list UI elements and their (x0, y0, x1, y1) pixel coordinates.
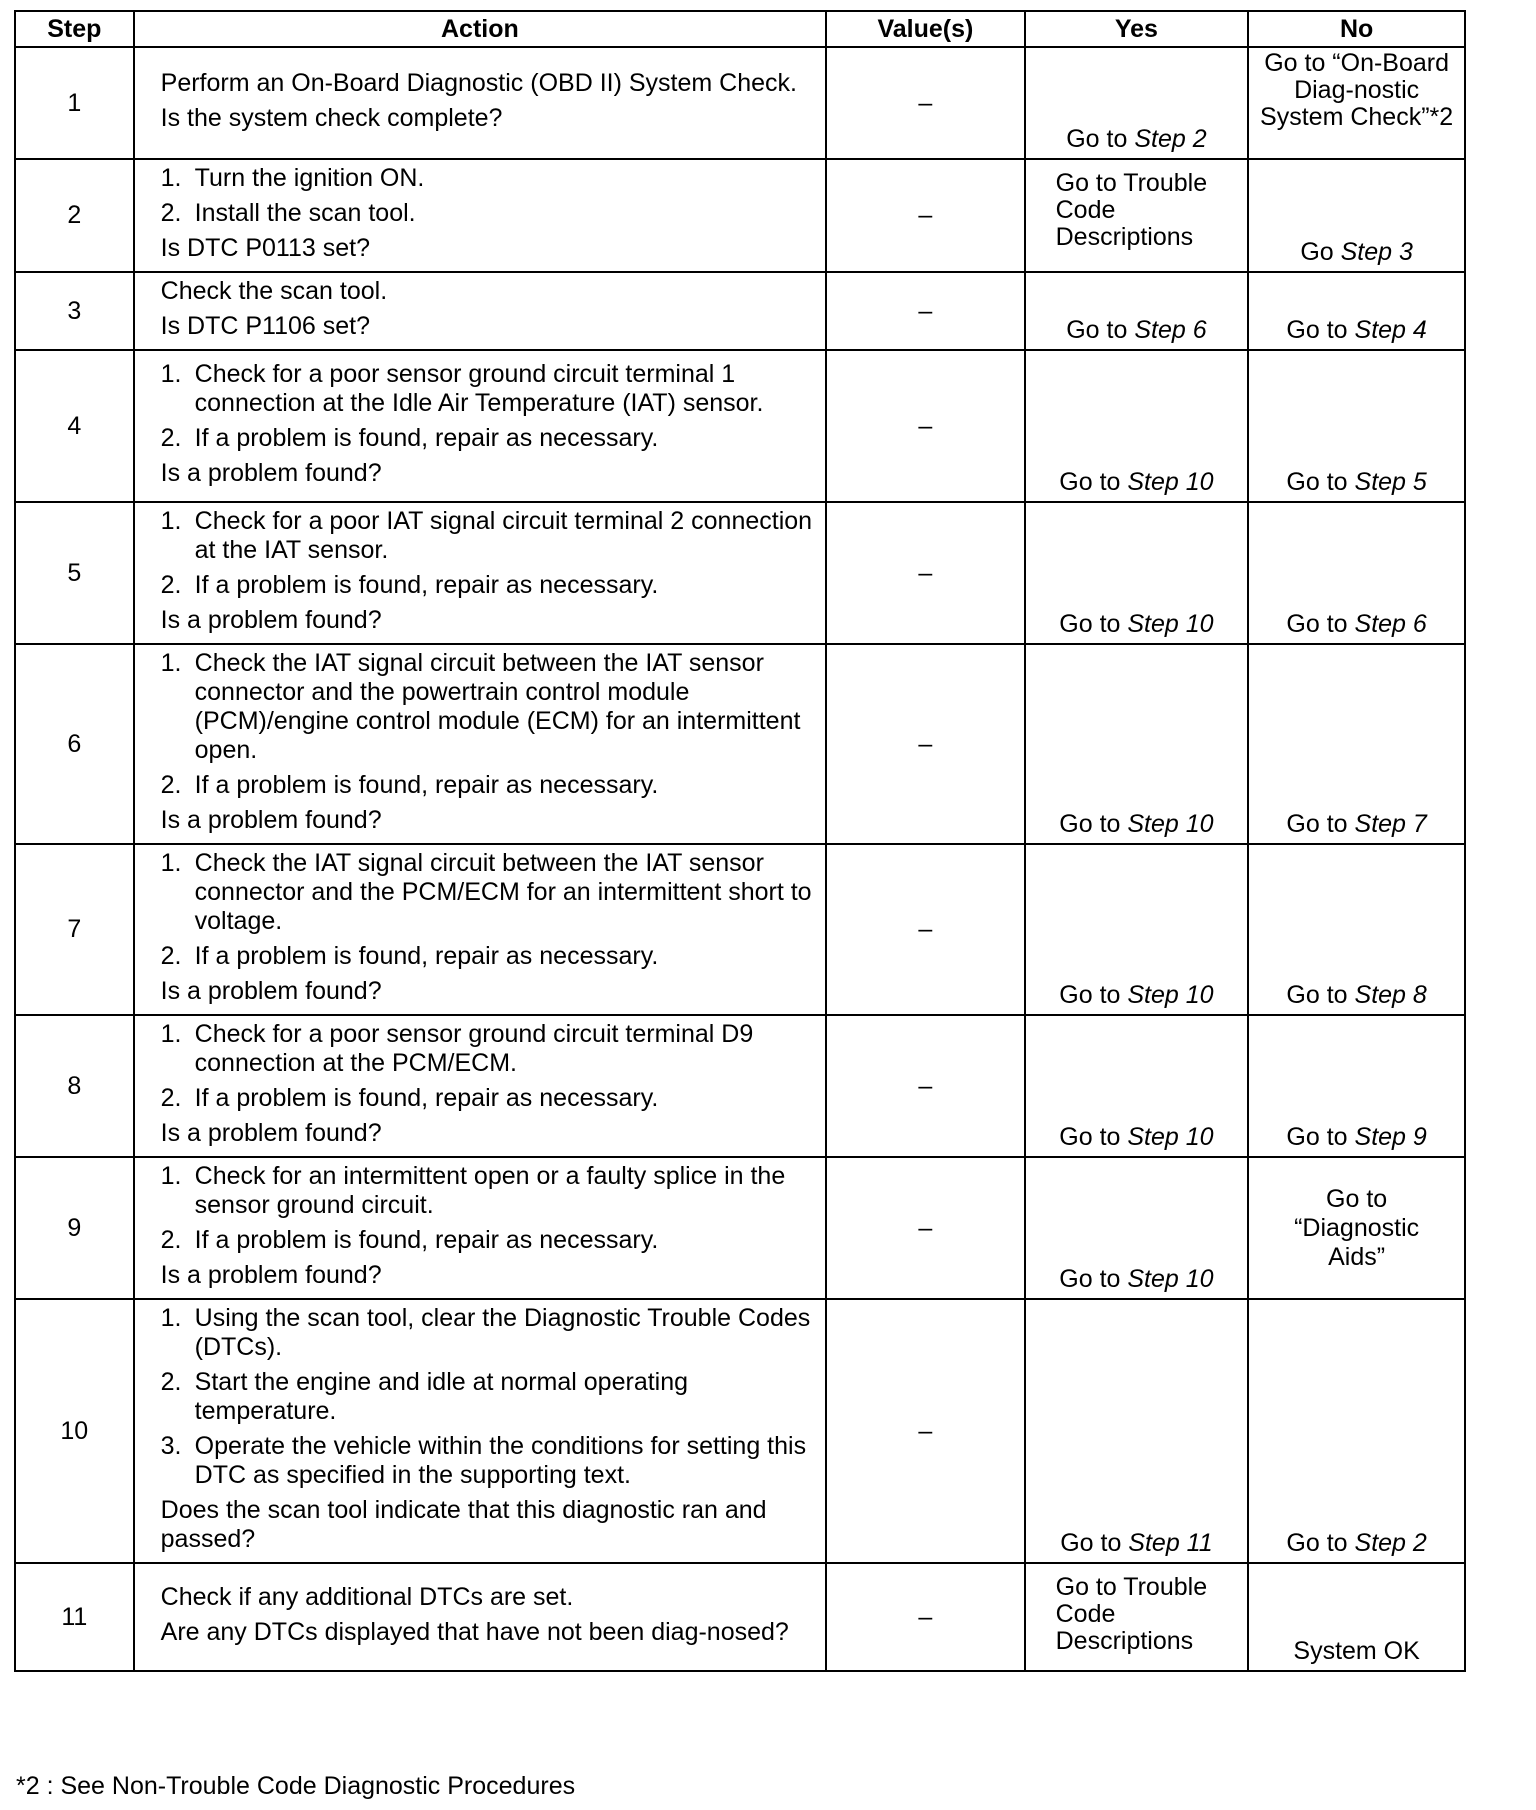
value-cell: – (826, 159, 1025, 272)
action-question: Check the scan tool. (160, 277, 388, 305)
no-cell (1248, 159, 1465, 272)
answer-text: Go to “Diagnostic Aids” (1294, 1184, 1420, 1271)
no-cell (1248, 350, 1465, 502)
yes-cell (1025, 1563, 1249, 1671)
no-cell (1248, 272, 1465, 350)
no-cell (1248, 844, 1465, 1015)
action-item-number: 2. (160, 424, 182, 452)
step-number: 3 (15, 272, 134, 350)
action-item-number: 1. (160, 1162, 182, 1190)
value-cell: – (826, 1299, 1025, 1563)
action-item (161, 571, 813, 600)
step-reference: Step 6 (1354, 610, 1427, 638)
answer-goto (1286, 981, 1426, 1009)
action-item-text: Check for an intermittent open or a faulty splice in the sensor ground circuit. (194, 1162, 786, 1219)
no-answer (1257, 50, 1456, 131)
action-item-text: If a problem is found, repair as necessary. (194, 771, 659, 799)
action-question: Is DTC P1106 set? (160, 312, 370, 340)
no-answer (1249, 981, 1464, 1010)
action-item (161, 942, 813, 971)
action-item (161, 1226, 813, 1255)
no-answer (1249, 1637, 1464, 1666)
goto-prefix: Go to (1286, 468, 1355, 496)
goto-prefix: Go to (1286, 1123, 1355, 1151)
no-cell (1248, 502, 1465, 644)
no-answer (1249, 810, 1464, 839)
yes-cell (1025, 502, 1249, 644)
action-item-number: 1. (160, 649, 182, 677)
action-question: Perform an On-Board Diagnostic (OBD II) System Check. (160, 69, 797, 97)
step-reference: Step 3 (1340, 238, 1413, 266)
answer-text: Go to “On-Board Diag-nostic System Check”*2 (1260, 49, 1454, 131)
goto-prefix: Go to (1286, 316, 1355, 344)
answer-text: Go to Trouble Code Descriptions (1055, 1573, 1208, 1655)
yes-answer (1026, 1265, 1248, 1294)
no-answer (1249, 1529, 1464, 1558)
action-item (161, 771, 813, 800)
action-item-text: Start the engine and idle at normal operating temperature. (194, 1368, 689, 1425)
answer-goto (1300, 238, 1413, 266)
step-number: 8 (15, 1015, 134, 1157)
step-number: 10 (15, 1299, 134, 1563)
action-item (161, 1304, 813, 1362)
action-item-number: 1. (160, 849, 182, 877)
action-item-number: 1. (160, 164, 182, 192)
yes-cell (1025, 1157, 1249, 1299)
goto-prefix: Go to (1066, 125, 1135, 153)
yes-answer (1026, 1123, 1248, 1152)
action-question: Check if any additional DTCs are set. (160, 1583, 574, 1611)
value-cell: – (826, 1157, 1025, 1299)
no-answer (1249, 238, 1464, 267)
action-item (161, 1432, 813, 1490)
footnote: *2 : See Non-Trouble Code Diagnostic Procedures (16, 1772, 576, 1800)
goto-prefix: Go to (1059, 1265, 1128, 1293)
no-cell (1248, 1015, 1465, 1157)
action-item-number: 2. (160, 771, 182, 799)
action-cell (134, 1015, 826, 1157)
header-step: Step (15, 11, 134, 47)
step-number: 7 (15, 844, 134, 1015)
action-item (161, 649, 813, 765)
action-item (161, 424, 813, 453)
step-reference: Step 10 (1127, 1265, 1214, 1293)
action-question: Is a problem found? (160, 459, 382, 487)
action-item-text: Operate the vehicle within the conditions for setting this DTC as specified in the supporting text. (194, 1432, 807, 1489)
answer-goto (1286, 1529, 1426, 1557)
action-item (161, 360, 813, 418)
table-row (15, 844, 1465, 1015)
goto-prefix: Go to (1059, 1123, 1128, 1151)
table-row (15, 1563, 1465, 1671)
header-action: Action (134, 11, 826, 47)
value-cell: – (826, 844, 1025, 1015)
step-number: 11 (15, 1563, 134, 1671)
step-reference: Step 10 (1127, 810, 1214, 838)
action-item-text: Check the IAT signal circuit between the IAT sensor connector and the powertrain control module (PCM)/engine control module (ECM) for an intermittent open. (194, 649, 801, 764)
no-cell (1248, 47, 1465, 159)
goto-prefix: Go to (1059, 981, 1128, 1009)
action-question: Are any DTCs displayed that have not been diag-nosed? (160, 1618, 789, 1646)
action-item-number: 1. (160, 1020, 182, 1048)
yes-cell (1025, 644, 1249, 844)
action-item-text: Check for a poor sensor ground circuit terminal 1 connection at the Idle Air Temperature (IAT) sensor. (194, 360, 764, 417)
header-no: No (1248, 11, 1465, 47)
step-reference: Step 4 (1354, 316, 1427, 344)
yes-answer (1026, 610, 1248, 639)
action-question: Is a problem found? (160, 1261, 382, 1289)
yes-answer (1056, 170, 1244, 251)
action-cell (134, 1157, 826, 1299)
diagnostic-table (14, 10, 1466, 1672)
action-item-text: If a problem is found, repair as necessary. (194, 1226, 659, 1254)
action-question: Is a problem found? (160, 977, 382, 1005)
action-cell (134, 272, 826, 350)
answer-goto (1066, 125, 1206, 153)
action-cell (134, 844, 826, 1015)
action-item-number: 3. (160, 1432, 182, 1460)
step-reference: Step 9 (1354, 1123, 1427, 1151)
header-values: Value(s) (826, 11, 1025, 47)
yes-cell (1025, 1015, 1249, 1157)
action-item-text: If a problem is found, repair as necessary. (194, 424, 659, 452)
action-item (161, 1368, 813, 1426)
action-item-number: 2. (160, 1226, 182, 1254)
action-item-number: 2. (160, 1368, 182, 1396)
action-cell (134, 47, 826, 159)
no-cell (1248, 1157, 1465, 1299)
action-item-text: If a problem is found, repair as necessary. (194, 1084, 659, 1112)
table-body (15, 47, 1465, 1671)
value-cell: – (826, 272, 1025, 350)
step-number: 5 (15, 502, 134, 644)
yes-answer (1026, 125, 1248, 154)
table-row (15, 350, 1465, 502)
action-item (161, 1084, 813, 1113)
action-question: Is a problem found? (160, 806, 382, 834)
answer-goto (1059, 610, 1213, 638)
answer-goto (1066, 316, 1206, 344)
action-cell (134, 350, 826, 502)
action-item (161, 507, 813, 565)
yes-cell (1025, 47, 1249, 159)
action-item-number: 1. (160, 1304, 182, 1332)
goto-prefix: Go to (1286, 1529, 1355, 1557)
value-cell: – (826, 1563, 1025, 1671)
goto-prefix: Go to (1066, 316, 1135, 344)
action-cell (134, 1299, 826, 1563)
step-reference: Step 10 (1127, 1123, 1214, 1151)
action-item-number: 2. (160, 199, 182, 227)
step-reference: Step 10 (1127, 610, 1214, 638)
table-row (15, 47, 1465, 159)
goto-prefix: Go to (1286, 810, 1355, 838)
yes-answer (1056, 1574, 1244, 1655)
answer-goto (1286, 468, 1426, 496)
yes-answer (1026, 810, 1248, 839)
action-item-number: 2. (160, 942, 182, 970)
table-row (15, 644, 1465, 844)
answer-goto (1059, 468, 1213, 496)
action-item-text: Check the IAT signal circuit between the IAT sensor connector and the PCM/ECM for an intermittent short to voltage. (194, 849, 812, 935)
step-reference: Step 10 (1127, 981, 1214, 1009)
yes-cell (1025, 844, 1249, 1015)
action-item (161, 1162, 813, 1220)
action-question: Does the scan tool indicate that this diagnostic ran and passed? (160, 1496, 767, 1553)
value-cell: – (826, 644, 1025, 844)
action-item-text: If a problem is found, repair as necessary. (194, 571, 659, 599)
action-item (161, 1020, 813, 1078)
no-answer (1249, 468, 1464, 497)
no-answer (1249, 610, 1464, 639)
table-row (15, 159, 1465, 272)
table-row (15, 1015, 1465, 1157)
goto-prefix: Go to (1286, 610, 1355, 638)
answer-goto (1059, 1265, 1213, 1293)
goto-prefix: Go to (1059, 810, 1128, 838)
goto-prefix: Go (1300, 238, 1341, 266)
no-answer (1249, 316, 1464, 345)
step-number: 6 (15, 644, 134, 844)
action-item-text: Check for a poor IAT signal circuit terminal 2 connection at the IAT sensor. (194, 507, 813, 564)
no-answer (1249, 1185, 1464, 1272)
action-question: Is the system check complete? (160, 104, 503, 132)
answer-text: System OK (1293, 1637, 1420, 1665)
action-item-text: Using the scan tool, clear the Diagnostic Trouble Codes (DTCs). (194, 1304, 811, 1361)
action-item-text: If a problem is found, repair as necessary. (194, 942, 659, 970)
goto-prefix: Go to (1059, 468, 1128, 496)
step-reference: Step 10 (1127, 468, 1214, 496)
value-cell: – (826, 350, 1025, 502)
action-item-number: 1. (160, 507, 182, 535)
value-cell: – (826, 47, 1025, 159)
step-reference: Step 6 (1134, 316, 1207, 344)
action-item (161, 164, 813, 193)
yes-answer (1026, 1529, 1248, 1558)
answer-goto (1286, 316, 1426, 344)
step-reference: Step 5 (1354, 468, 1427, 496)
yes-answer (1026, 468, 1248, 497)
answer-goto (1060, 1529, 1212, 1557)
step-reference: Step 8 (1354, 981, 1427, 1009)
step-number: 2 (15, 159, 134, 272)
step-reference: Step 2 (1354, 1529, 1427, 1557)
yes-cell (1025, 159, 1249, 272)
table-row (15, 1157, 1465, 1299)
answer-text: Go to Trouble Code Descriptions (1055, 169, 1208, 251)
action-cell (134, 1563, 826, 1671)
table-row (15, 502, 1465, 644)
value-cell: – (826, 502, 1025, 644)
action-cell (134, 502, 826, 644)
action-cell (134, 644, 826, 844)
action-question: Is a problem found? (160, 606, 382, 634)
answer-goto (1286, 810, 1426, 838)
action-item-number: 1. (160, 360, 182, 388)
action-item (161, 849, 813, 936)
no-cell (1248, 1299, 1465, 1563)
action-item-text: Install the scan tool. (194, 199, 416, 227)
goto-prefix: Go to (1059, 610, 1128, 638)
no-answer (1249, 1123, 1464, 1152)
step-reference: Step 2 (1134, 125, 1207, 153)
yes-cell (1025, 272, 1249, 350)
answer-goto (1286, 1123, 1426, 1151)
goto-prefix: Go to (1060, 1529, 1129, 1557)
action-item-text: Check for a poor sensor ground circuit terminal D9 connection at the PCM/ECM. (194, 1020, 754, 1077)
header-yes: Yes (1025, 11, 1249, 47)
yes-cell (1025, 350, 1249, 502)
action-item-text: Turn the ignition ON. (194, 164, 425, 192)
no-cell (1248, 644, 1465, 844)
table-row (15, 272, 1465, 350)
yes-answer (1026, 316, 1248, 345)
answer-goto (1286, 610, 1426, 638)
step-reference: Step 11 (1128, 1529, 1213, 1557)
step-reference: Step 7 (1354, 810, 1427, 838)
no-cell (1248, 1563, 1465, 1671)
step-number: 4 (15, 350, 134, 502)
step-number: 1 (15, 47, 134, 159)
answer-goto (1059, 981, 1213, 1009)
yes-answer (1026, 981, 1248, 1010)
table-header-row (15, 11, 1465, 47)
answer-goto (1059, 1123, 1213, 1151)
action-question: Is a problem found? (160, 1119, 382, 1147)
action-question: Is DTC P0113 set? (160, 234, 370, 262)
step-number: 9 (15, 1157, 134, 1299)
action-item-number: 2. (160, 1084, 182, 1112)
action-item-number: 2. (160, 571, 182, 599)
value-cell: – (826, 1015, 1025, 1157)
goto-prefix: Go to (1286, 981, 1355, 1009)
action-cell (134, 159, 826, 272)
diagnostic-document (14, 10, 1466, 1672)
table-row (15, 1299, 1465, 1563)
action-item (161, 199, 813, 228)
yes-cell (1025, 1299, 1249, 1563)
answer-goto (1059, 810, 1213, 838)
